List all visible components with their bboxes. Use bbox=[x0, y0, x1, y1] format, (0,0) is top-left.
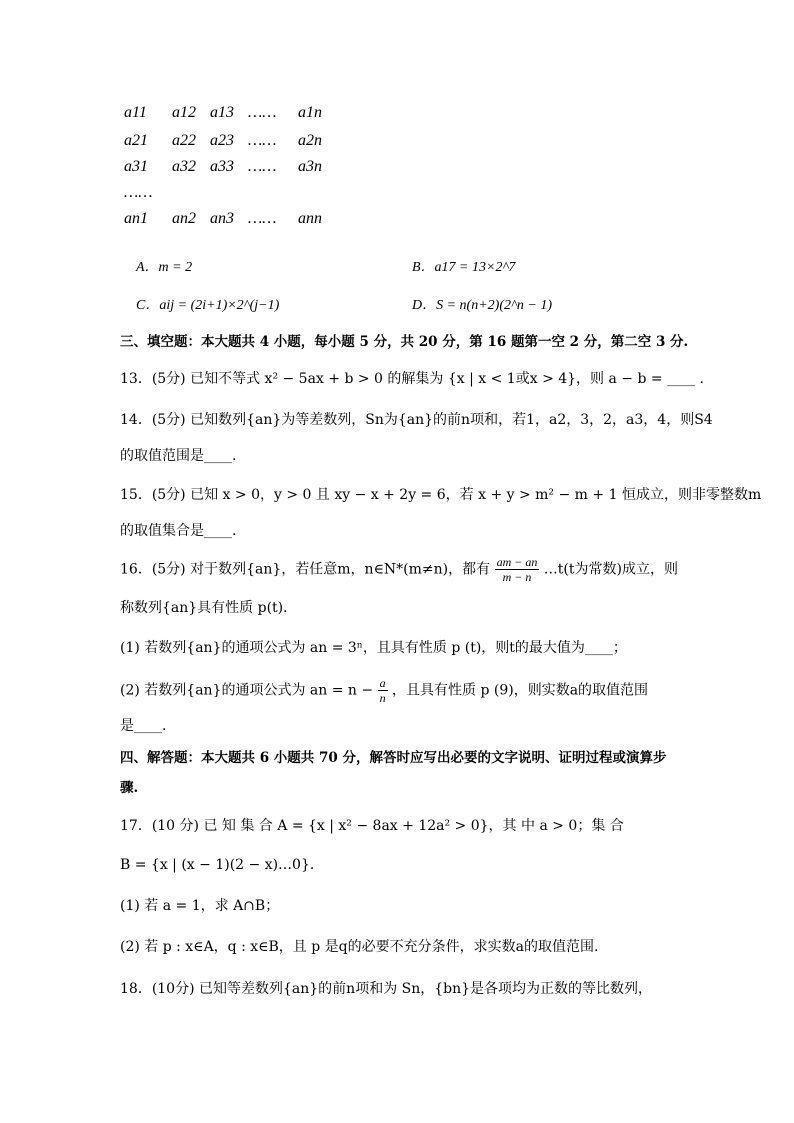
question-16-fraction bbox=[495, 555, 540, 584]
option-d: D．S = n(n+2)(2^n − 1) bbox=[412, 298, 553, 313]
question-14-line-1: 14．(5分) 已知数列{an}为等差数列，Sn为{an}的前n项和，若1，a2，3，2，a3，4，则S4 bbox=[120, 412, 713, 428]
matrix-cell: …… bbox=[248, 132, 277, 149]
question-16-part-2-text-a: (2) 若数列{an}的通项公式为 an = n − bbox=[120, 682, 374, 699]
matrix-cell: a23 bbox=[210, 132, 234, 149]
question-14-line-2: 的取值范围是____. bbox=[120, 448, 237, 464]
question-17-line-2: B = {x | (x − 1)(2 − x)…0}． bbox=[120, 857, 324, 873]
matrix-cell: a11 bbox=[124, 104, 147, 121]
fraction-numerator: a bbox=[379, 676, 386, 690]
question-16-part-2-line-2: 是____. bbox=[120, 718, 167, 734]
section-3-heading: 三、填空题：本大题共 4 小题，每小题 5 分，共 20 分，第 16 题第一空 2 分，第二空 3 分. bbox=[120, 334, 689, 350]
matrix-cell: …… bbox=[248, 210, 277, 227]
section-4-heading-line-1: 四、解答题：本大题共 6 小题共 70 分，解答时应写出必要的文字说明、证明过程或演算步 bbox=[120, 750, 667, 766]
matrix-cell: a3n bbox=[298, 158, 322, 175]
matrix-cell: a13 bbox=[210, 104, 234, 121]
option-b: B．a17 = 13×2^7 bbox=[412, 260, 516, 275]
matrix-cell: a32 bbox=[172, 158, 196, 175]
matrix-cell: a21 bbox=[124, 132, 148, 149]
question-16-part-2 bbox=[120, 676, 648, 705]
question-15-line-2: 的取值集合是____. bbox=[120, 523, 237, 539]
matrix-cell: an1 bbox=[124, 210, 148, 227]
matrix-cell: …… bbox=[124, 184, 153, 201]
question-15-line-1: 15．(5分) 已知 x > 0，y > 0 且 xy − x + 2y = 6，若 x + y > m² − m + 1 恒成立，则非零整数m bbox=[120, 487, 762, 503]
fraction-denominator: n bbox=[379, 691, 386, 705]
option-c: C．aij = (2i+1)×2^(j−1) bbox=[136, 298, 280, 313]
section-4-heading-line-2: 骤. bbox=[120, 780, 139, 796]
question-17-part-1: (1) 若 a = 1，求 A∩B； bbox=[120, 898, 280, 914]
question-16-text-b: …t(t为常数)成立，则 bbox=[543, 561, 678, 578]
matrix-cell: ann bbox=[298, 210, 322, 227]
question-16-line-1 bbox=[120, 555, 678, 584]
question-13: 13．(5分) 已知不等式 x² − 5ax + b > 0 的解集为 {x | x < 1或x > 4}，则 a − b = ____ . bbox=[120, 371, 704, 387]
question-16-text-a: 16．(5分) 对于数列{an}，若任意m，n∈N*(m≠n)，都有 bbox=[120, 561, 491, 578]
question-16-part-2-fraction bbox=[378, 676, 388, 705]
fraction-numerator: am − an bbox=[496, 555, 538, 569]
matrix-cell: …… bbox=[248, 104, 277, 121]
question-16-line-2: 称数列{an}具有性质 p(t)． bbox=[120, 600, 298, 616]
question-18-line-1: 18．(10分) 已知等差数列{an}的前n项和为 Sn，{bn}是各项均为正数的等比数列， bbox=[120, 981, 653, 997]
question-16-part-1: (1) 若数列{an}的通项公式为 an = 3ⁿ，且具有性质 p (t)，则t的最大值为____； bbox=[120, 640, 627, 656]
matrix-cell: a31 bbox=[124, 158, 148, 175]
question-17-line-1: 17．(10 分) 已 知 集 合 A = {x | x² − 8ax + 12a² > 0}，其 中 a > 0；集 合 bbox=[120, 818, 624, 834]
matrix-cell: a1n bbox=[298, 104, 322, 121]
matrix-cell: …… bbox=[248, 158, 277, 175]
matrix-cell: a12 bbox=[172, 104, 196, 121]
matrix-cell: a22 bbox=[172, 132, 196, 149]
matrix-cell: a2n bbox=[298, 132, 322, 149]
matrix-cell: an3 bbox=[210, 210, 234, 227]
matrix-cell: an2 bbox=[172, 210, 196, 227]
option-a: A．m = 2 bbox=[136, 260, 193, 275]
question-17-part-2: (2) 若 p : x∈A，q : x∈B，且 p 是q的必要不充分条件，求实数a的取值范围. bbox=[120, 939, 599, 955]
fraction-denominator: m − n bbox=[502, 570, 532, 584]
question-16-part-2-text-b: ，且具有性质 p (9)，则实数a的取值范围 bbox=[392, 682, 649, 699]
matrix-cell: a33 bbox=[210, 158, 234, 175]
